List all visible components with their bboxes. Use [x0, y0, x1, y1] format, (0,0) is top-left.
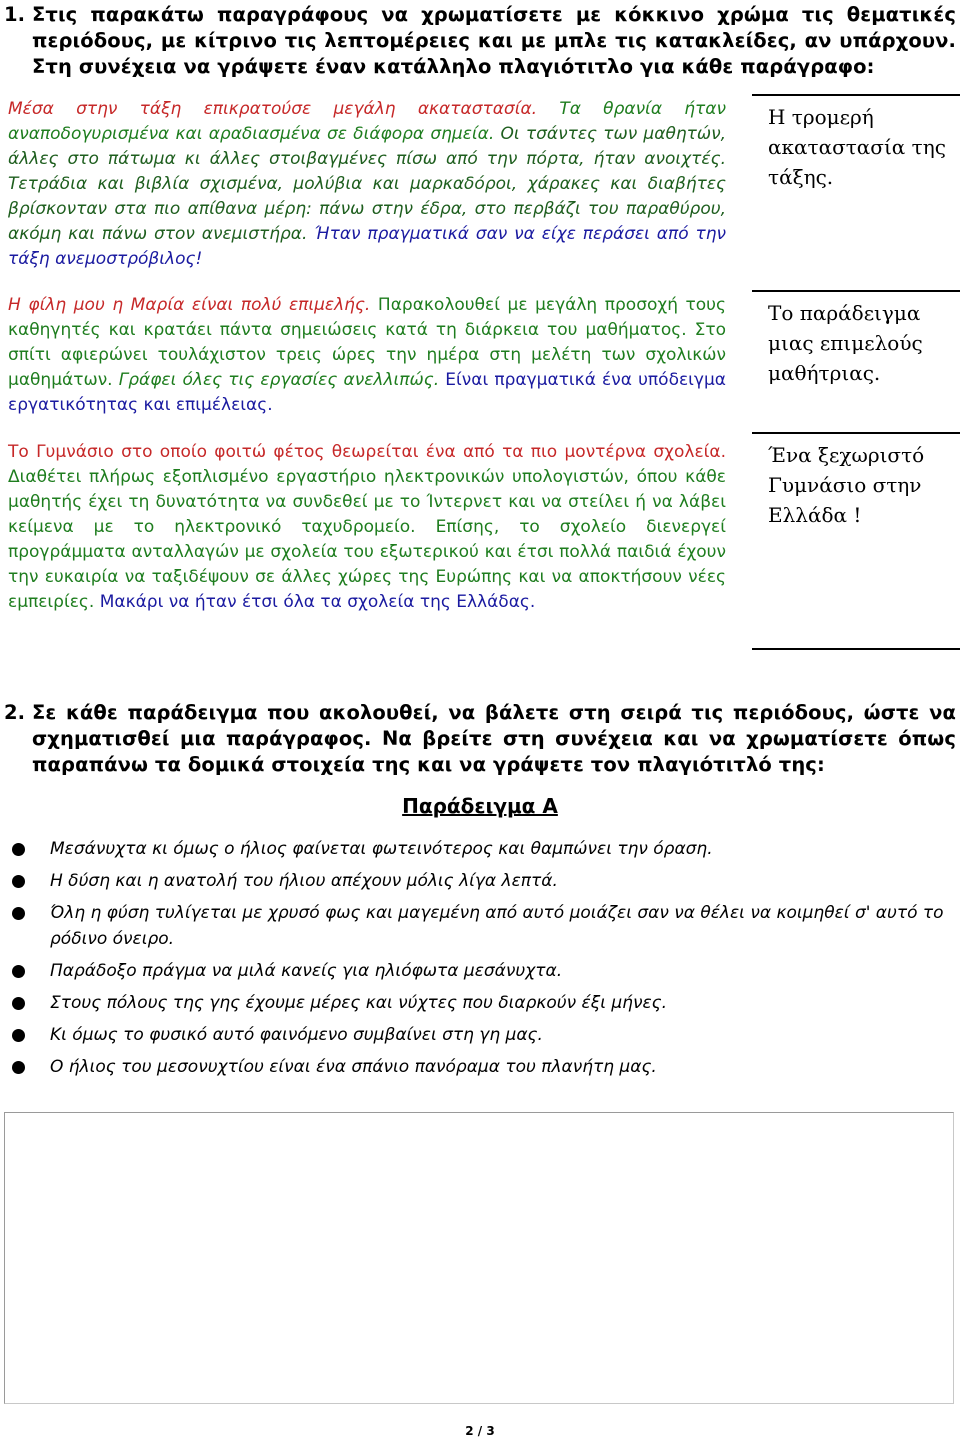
sentence-text: Ο ήλιος του μεσονυχτίου είναι ένα σπάνιο πανόραμα του πλανήτη μας.: [50, 1057, 657, 1077]
side-title-box-2: [752, 290, 960, 388]
example-a-title: Παράδειγμα Α: [402, 794, 558, 818]
side-title-box-1: [752, 94, 960, 192]
question-2-number: 2.: [4, 701, 26, 724]
paragraph-3-detail-2: Επίσης, το σχολείο διενεργεί προγράμματα ανταλλαγών με σχολεία του εξωτερικού και έτσι πολλά παιδιά έχουν την ευκαιρία να ταξιδέψουν σε άλλες χώρες της Ευρώπης και να αποκτήσουν νέες εμπειρίες.: [8, 517, 726, 612]
paragraph-1-detail-3: Τετράδια και βιβλία σχισμένα, μολύβια και μαρκαδόροι, χάρακες και διαβήτες βρίσκονταν στα πιο απίθανα μέρη: πάνω στην έδρα, στο περβάζι του παραθύρου, ακόμη και πάνω στον ανεμιστήρα.: [8, 174, 726, 244]
bullet-icon: [12, 1029, 25, 1042]
list-item: [0, 900, 960, 952]
paragraph-2-detail-3: Γράφει όλες τις εργασίες ανελλιπώς.: [112, 370, 440, 390]
paragraph-1-detail-2: Οι τσάντες των μαθητών, άλλες στο πάτωμα κι άλλες στοιβαγμένες πίσω από την πόρτα, ήταν ανοιχτές.: [8, 124, 726, 169]
paragraph-3-topic-sentence: Το Γυμνάσιο στο οποίο φοιτώ φέτος θεωρείται ένα από τα πιο μοντέρνα σχολεία.: [8, 442, 726, 462]
sentence-list: [0, 836, 960, 1086]
side-title-2: Το παράδειγμα μιας επιμελούς μαθήτριας.: [768, 301, 923, 385]
bullet-icon: [12, 965, 25, 978]
side-title-box-3: [752, 432, 960, 530]
question-2-text: Σε κάθε παράδειγμα που ακολουθεί, να βάλετε στη σειρά τις περιόδους, ώστε να σχηματισθεί μια παράγραφος. Να βρείτε στη συνέχεια και να χρωματίσετε όπως παραπάνω τα δομικά στοιχεία της και να γράψετε τον πλαγιότιτλό της:: [32, 701, 956, 776]
bullet-icon: [12, 1061, 25, 1074]
paragraph-2-detail-2: Στο σπίτι αφιερώνει τουλάχιστον τρεις ώρες την ημέρα στη μελέτη των σχολικών μαθημάτων.: [8, 320, 726, 390]
list-item: [0, 1022, 960, 1048]
paragraph-1-detail-1: Τα θρανία ήταν αναποδογυρισμένα και αραδιασμένα σε διάφορα σημεία.: [8, 99, 726, 144]
paragraph-1-topic-sentence: Μέσα στην τάξη επικρατούσε μεγάλη ακαταστασία.: [8, 99, 538, 119]
list-item: [0, 958, 960, 984]
sentence-text: Μεσάνυχτα κι όμως ο ήλιος φαίνεται φωτεινότερος και θαμπώνει την όραση.: [50, 839, 713, 859]
sentence-text: Η δύση και η ανατολή του ήλιου απέχουν μόλις λίγα λεπτά.: [50, 871, 558, 891]
sentence-text: Στους πόλους της γης έχουμε μέρες και νύχτες που διαρκούν έξι μήνες.: [50, 993, 668, 1013]
side-title-3: Ένα ξεχωριστό Γυμνάσιο στην Ελλάδα !: [768, 443, 925, 527]
bullet-icon: [12, 875, 25, 888]
bullet-icon: [12, 843, 25, 856]
paragraph-2-conclusion: Είναι πραγματικά ένα υπόδειγμα εργατικότητας και επιμέλειας.: [8, 370, 726, 415]
paragraph-3: [8, 440, 726, 615]
sentence-text: Παράδοξο πράγμα να μιλά κανείς για ηλιόφωτα μεσάνυχτα.: [50, 961, 563, 981]
side-title-bottom-rule: [752, 648, 960, 650]
question-1-number: 1.: [4, 3, 26, 26]
sentence-text: Όλη η φύση τυλίγεται με χρυσό φως και μαγεμένη από αυτό μοιάζει σαν να θέλει να κοιμηθεί σ' αυτό το ρόδινο όνειρο.: [50, 903, 944, 949]
page-number: 2 / 3: [465, 1424, 495, 1438]
list-item: [0, 1054, 960, 1080]
list-item: [0, 868, 960, 894]
paragraph-3-conclusion: Μακάρι να ήταν έτσι όλα τα σχολεία της Ελλάδας.: [94, 592, 536, 612]
question-1: [4, 2, 956, 80]
list-item: [0, 836, 960, 862]
paragraph-2-detail-1: Παρακολουθεί με μεγάλη προσοχή τους καθηγητές και κρατάει πάντα σημειώσεις κατά τη διάρκεια του μαθήματος.: [8, 295, 726, 340]
list-item: [0, 990, 960, 1016]
paragraph-1-conclusion: Ήταν πραγματικά σαν να είχε περάσει από την τάξη ανεμοστρόβιλος!: [8, 224, 726, 269]
bullet-icon: [12, 997, 25, 1010]
paragraph-1: [8, 97, 726, 272]
answer-box[interactable]: [4, 1112, 954, 1404]
paragraph-3-detail-1: Διαθέτει πλήρως εξοπλισμένο εργαστήριο ηλεκτρονικών υπολογιστών, όπου κάθε μαθητής έχει τη δυνατότητα να συνδεθεί με το Ίντερνετ και να στείλει ή να λάβει κείμενα με το ηλεκτρονικό ταχυδρομείο.: [8, 467, 726, 537]
side-title-1: Η τρομερή ακαταστασία της τάξης.: [768, 105, 946, 189]
sentence-text: Κι όμως το φυσικό αυτό φαινόμενο συμβαίνει στη γη μας.: [50, 1025, 543, 1045]
question-1-text: Στις παρακάτω παραγράφους να χρωματίσετε με κόκκινο χρώμα τις θεματικές περιόδους, με κίτρινο τις λεπτομέρειες και με μπλε τις κατακλείδες, αν υπάρχουν. Στη συνέχεια να γράψετε έναν κατάλληλο πλαγιότιτλο για κάθε παράγραφο:: [32, 3, 956, 78]
paragraph-2: [8, 293, 726, 418]
question-2: [4, 700, 956, 778]
bullet-icon: [12, 907, 25, 920]
paragraph-2-topic-sentence: Η φίλη μου η Μαρία είναι πολύ επιμελής.: [8, 295, 371, 315]
